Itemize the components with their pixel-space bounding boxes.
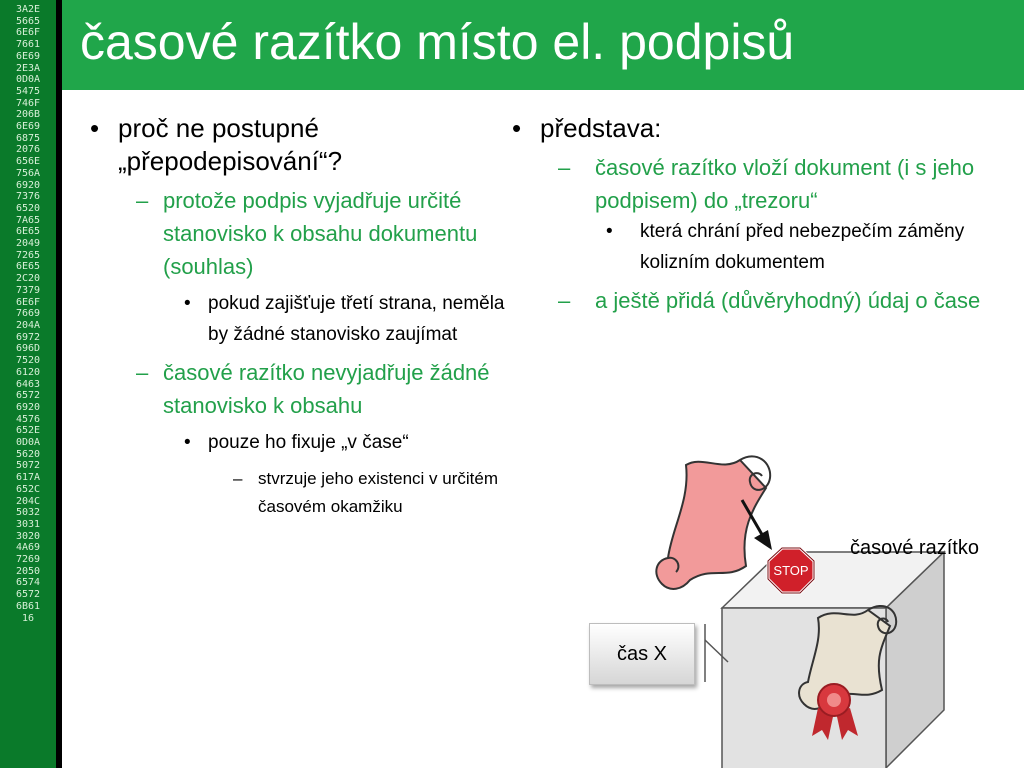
sidebar-code: 746F [15, 97, 41, 109]
left-sub-bullet-1: – protože podpis vyjadřuje určité stanovisko k obsahu dokumentu (souhlas) [78, 184, 518, 283]
sidebar-code: 6E6F [15, 296, 41, 308]
sidebar-code: 5475 [15, 85, 41, 97]
sidebar-code: 4576 [15, 413, 41, 425]
sidebar-code: 652C [15, 483, 41, 495]
sidebar-code: 7661 [15, 39, 41, 51]
sidebar-code: 2076 [15, 144, 41, 156]
sidebar-code: 6920 [15, 401, 41, 413]
sidebar-code: 7669 [15, 308, 41, 320]
sidebar-code: 6E65 [15, 226, 41, 238]
sidebar-code: 6E65 [15, 261, 41, 273]
sidebar-code: 6120 [15, 366, 41, 378]
sidebar-code: 204A [15, 319, 41, 331]
sidebar-code: 6E6F [15, 27, 41, 39]
sidebar-code: 5665 [15, 15, 41, 27]
sidebar-code: 0D0A [15, 437, 41, 449]
sidebar-code: 756A [15, 167, 41, 179]
sidebar-code: 6572 [15, 390, 41, 402]
sidebar-code: 6520 [15, 202, 41, 214]
sidebar-code: 5032 [15, 507, 41, 519]
right-bullet-1: • představa: [500, 112, 1010, 145]
sidebar-code: 5620 [15, 448, 41, 460]
sidebar-code: 6574 [15, 577, 41, 589]
sidebar-code: 6875 [15, 132, 41, 144]
sidebar-code: 6B61 [15, 600, 41, 612]
sidebar-code: 696D [15, 343, 41, 355]
sidebar-code: 3031 [15, 518, 41, 530]
stop-sign-text: STOP [773, 563, 809, 578]
sidebar-code: 206B [15, 109, 41, 121]
sidebar-code: 2050 [15, 565, 41, 577]
sidebar-code: 3A2E [15, 4, 41, 15]
sidebar-code: 7379 [15, 284, 41, 296]
sidebar-code: 7376 [15, 191, 41, 203]
right-item-1: • která chrání před nebezpečím záměny kolizním dokumentem [500, 217, 1010, 278]
sidebar-code: 204C [15, 495, 41, 507]
sidebar-code: 4A69 [15, 542, 41, 554]
document-scroll-icon [656, 456, 770, 589]
sidebar-code: 16 [21, 612, 35, 624]
sidebar-code: 7269 [15, 554, 41, 566]
sidebar-code: 6920 [15, 179, 41, 191]
sidebar-code: 7520 [15, 355, 41, 367]
sidebar-code: 2E3A [15, 62, 41, 74]
stop-sign-icon [768, 548, 814, 593]
sidebar-code: 2C20 [15, 273, 41, 285]
sidebar-code: 2049 [15, 238, 41, 250]
time-x-box [589, 623, 695, 685]
sidebar-code: 7A65 [15, 214, 41, 226]
sidebar-code: 652E [15, 425, 41, 437]
sidebar-code: 6972 [15, 331, 41, 343]
left-sub-bullet-2: – časové razítko nevyjadřuje žádné stanovisko k obsahu [78, 356, 518, 422]
left-item-1: • pokud zajišťuje třetí strana, neměla by žádné stanovisko zaujímat [78, 289, 518, 350]
sidebar-code: 6463 [15, 378, 41, 390]
left-detail-1: – stvrzuje jeho existenci v určitém časovém okamžiku [78, 465, 518, 521]
right-sub-bullet-1: – časové razítko vloží dokument (i s jeho podpisem) do „trezoru“ [500, 151, 1010, 217]
timestamp-label: časové razítko [850, 537, 979, 559]
right-sub-bullet-2: – a ještě přidá (důvěryhodný) údaj o čase [500, 284, 1010, 317]
sidebar-code: 617A [15, 472, 41, 484]
slide-title: časové razítko místo el. podpisů [80, 14, 795, 70]
sidebar-code: 6E69 [15, 121, 41, 133]
sidebar-code: 656E [15, 156, 41, 168]
time-x-label: čas X [616, 642, 668, 665]
left-bullet-1: • proč ne postupné „přepodepisování“? [78, 112, 518, 178]
sidebar-code: 7265 [15, 249, 41, 261]
sidebar-code: 6E69 [15, 50, 41, 62]
sidebar-code: 0D0A [15, 74, 41, 86]
sidebar-code: 5072 [15, 460, 41, 472]
left-item-2: • pouze ho fixuje „v čase“ [78, 428, 518, 459]
sidebar-code: 3020 [15, 530, 41, 542]
sidebar-code: 6572 [15, 589, 41, 601]
